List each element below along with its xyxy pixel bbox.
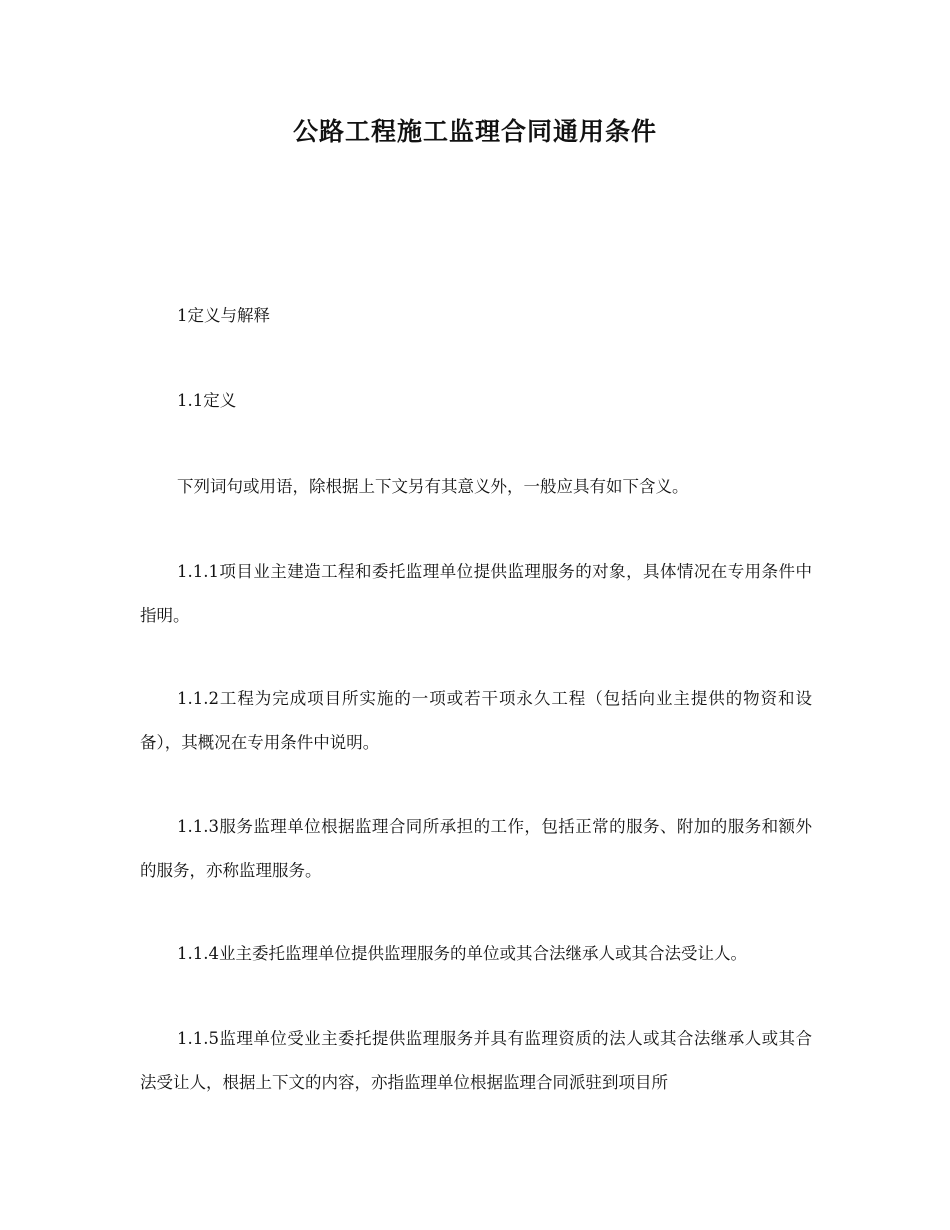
section-heading-definitions-and-interpretation: 1定义与解释 [177, 306, 270, 325]
clause-1-1-1: 1.1.1项目业主建造工程和委托监理单位提供监理服务的对象，具体情况在专用条件中指明。 [140, 562, 812, 625]
clause-1-1-2: 1.1.2工程为完成项目所实施的一项或若干项永久工程（包括向业主提供的物资和设备），其概况在专用条件中说明。 [140, 689, 812, 752]
document-title: 公路工程施工监理合同通用条件 [292, 117, 657, 146]
clause-1-1-3: 1.1.3服务监理单位根据监理合同所承担的工作，包括正常的服务、附加的服务和额外的服务，亦称监理服务。 [140, 817, 812, 880]
clause-1-1-4: 1.1.4业主委托监理单位提供监理服务的单位或其合法继承人或其合法受让人。 [177, 944, 747, 963]
paragraph-intro: 下列词句或用语，除根据上下文另有其意义外，一般应具有如下含义。 [177, 477, 689, 496]
clause-1-1-5: 1.1.5监理单位受业主委托提供监理服务并具有监理资质的法人或其合法继承人或其合法受让人，根据上下文的内容，亦指监理单位根据监理合同派驻到项目所 [140, 1029, 812, 1092]
subsection-heading-definitions: 1.1定义 [177, 391, 237, 410]
